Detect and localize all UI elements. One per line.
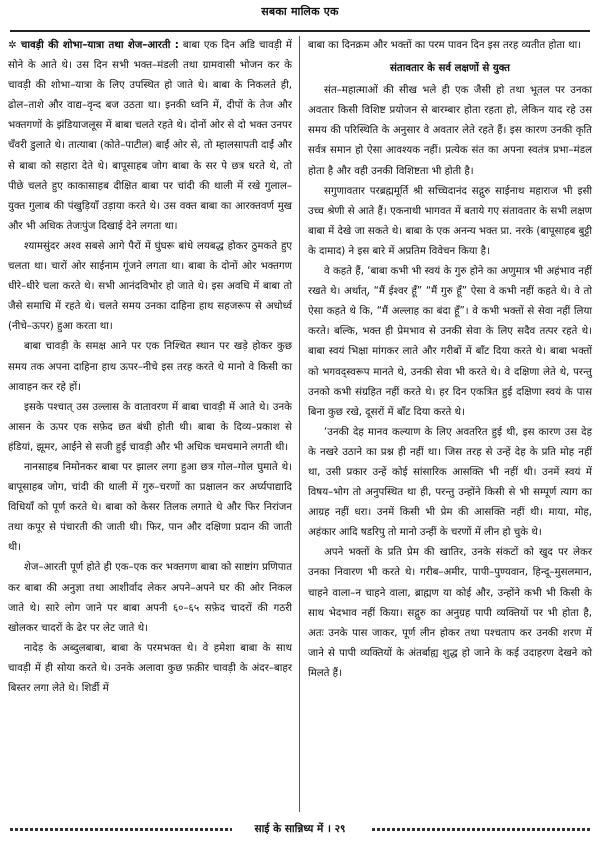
footer-page-label: साई के सान्निध्य में । २९ bbox=[254, 823, 346, 835]
right-column bbox=[308, 36, 592, 684]
paragraph: ‘उनकी देह मानव कल्याण के लिए अवतरित हुई थी, इस कारण उस देह के नखरे उठाने का प्रश्न ही नहीं था। जिस तरह से उन्हें देह के प्रति मोह नहीं था, उसी प्रकार उन्हें कोई सांसारिक आसक्ति भी नहीं थी। उनमें स्वयं में विषय–भोग तो अनुपस्थित था ही, परन्तु उन्होंने किसी से भी सम्पूर्ण त्याग का आग्रह नहीं धरा। उनमें किसी भी प्रेम की आसक्ति नहीं थी। माया, मोह, अहंकार आदि षडरिपु तो मानो उन्हीं के चरणों में लीन हो चुके थे। bbox=[308, 426, 592, 539]
paragraph: इसके पश्चात् उस उल्लास के वातावरण में बाबा चावड़ी में आते थे। उनके आसन के ऊपर एक सफ़ेद छत बंधी होती थी। बाबा के दिव्य–प्रकाश से हंडियां, झूमर, आईने से सजी हुई चावड़ी और भी अधिक चमचमाने लगती थी। bbox=[8, 401, 292, 453]
footer-ornament-right bbox=[372, 828, 590, 831]
column-divider bbox=[299, 36, 300, 812]
paragraph: नादेड़ के अब्दुलबाबा, बाबा के परमभक्त थे। वे हमेशा बाबा के साथ चावड़ी में ही सोया करते थे। उनके अलावा कुछ फ़क़ीर चावड़ी के अंदर–बाहर बिस्तर लगा लेते थे। शिर्डी में bbox=[8, 642, 292, 694]
paragraph: श्यामसुंदर अश्व सबसे आगे पैरों में घुंघरू बांधे लयबद्ध होकर ठुमकते हुए चलता था। चारों ओर साईनाम गूंजने लगता था। बाबा के दोनों ओर भक्तगण धीरे–धीरे चला करते थे। सभी आनंदविभोर हो जाते थे। इस अवधि में बाबा तो जैसे समाधि में रहते थे। चलते समय उनका दाहिना हाथ सहजरूप से अधोर्ध्व (नीचे–ऊपर) हुआ करता था। bbox=[8, 240, 292, 333]
running-header-title: सबका मालिक एक bbox=[261, 5, 339, 18]
paragraph: बाबा का दिनक्रम और भक्तों का परम पावन दिन इस तरह व्यतीत होता था। bbox=[308, 40, 582, 51]
left-column bbox=[8, 36, 292, 699]
paragraph: वे कहते हैं, ‘बाबा कभी भी स्वयं के गुरु होने का अणुमात्र भी अहंभाव नहीं रखते थे। अर्थात्, “मैं ईश्वर हूँ” “मैं गुरु हूँ” ऐसा वे कभी नहीं कहते थे। वे तो ऐसा कहते थे कि, “मैं अल्लाह का बंदा हूँ”। वे कभी भक्तों से सेवा नहीं लिया करते। बल्कि, भक्त ही प्रेमभाव से उनकी सेवा के लिए सदैव तत्पर रहते थे। बाबा स्वयं भिक्षा मांगकर लाते और गरीबों में बाँट दिया करते थे। बाबा भक्तों को भगवद्स्वरूप मानते थे, उनकी सेवा भी करते थे। वे दक्षिणा लेते थे, परन्तु उनको कभी संग्रहित नहीं करते थे। हर दिन एकत्रित हुई दक्षिणा स्वयं के पास बिना कुछ रखे, दूसरों में बाँट दिया करते थे। bbox=[308, 266, 592, 418]
section-subheading: संतावतार के सर्व लक्षणों से युक्त bbox=[390, 63, 510, 75]
paragraph: बाबा चावड़ी के समक्ष आने पर एक निश्चित स्थान पर खड़े होकर कुछ समय तक अपना दाहिना हाथ ऊपर–नीचे इस तरह करते थे मानो वे किसी का आवाहन कर रहे हों। bbox=[8, 341, 292, 393]
page-header bbox=[0, 0, 600, 24]
paragraph: नानसाहब निमोनकर बाबा पर झालर लगा हुआ छत्र गोल–गोल घुमाते थे। बापूसाहब जोग, चांदी की थाली में गुरु–चरणों का प्रक्षालन कर अर्घ्यपाद्यादि विधियाँ को पूर्ण करते थे। बाबा को केसर तिलक लगाते थे और फिर निरांजन तथा कपूर से पंचारती की जाती थी। फिर, पान और दक्षिणा प्रदान की जाती थी। bbox=[8, 461, 292, 554]
header-rule bbox=[10, 30, 590, 32]
paragraph-text: बाबा एक दिन अडि चावड़ी में सोने के आते थे। उस दिन सभी भक्त–मंडली तथा ग्रामवासी भोजन कर के चावड़ी की शोभा–यात्रा के लिए उपस्थित हो जाते थे। बाबा के निकलते ही, ढोल–ताशे और वाद्य–वृन्द बज उठता था। इनकी ध्वनि में, दीपों के तेज और भक्तगणों के झंडियाजलूस में बाबा चलते रहते थे। दोनों ओर से दो भक्त उनपर चँवरी डुलाते थे। तात्याबा (कोते–पाटील) बाईं ओर से, तो म्हालसापती दाईं और से बाबा को सहारा देते थे। बापूसाहब जोग बाबा के सर पे छत्र धरते थे, तो पीछे चलते हुए काकासाहब दीक्षित बाबा पर चांदी की थाली में रखे गुलाल–युक्त गुलाब की पंखुड़ियाँ उड़ाया करते थे। उस वक्त बाबा का आरक्तवर्ण मुख और भी अधिक तेजःपुंज दिखाई देने लगता था। bbox=[8, 40, 292, 232]
paragraph: सगुणावतार परब्रह्ममूर्ति श्री सच्चिदानंद सद्गुरु साईनाथ महाराज भी इसी उच्च श्रेणी से आते हैं। एकनाथी भागवत में बताये गए संतावतार के सभी लक्षण बाबा में देखे जा सकते थे। बाबा के एक अनन्य भक्त प्रा. नरके (बापूसाहब बुट्टी के दामाद) ने इस बारे में अप्रतिम विवेचन किया है। bbox=[308, 185, 592, 257]
page-footer bbox=[0, 816, 600, 842]
section-heading: ✲ चावड़ी की शोभा–यात्रा तथा शेज–आरती : bbox=[8, 40, 179, 51]
paragraph: संत–महात्माओं की सीख भले ही एक जैसी हो तथा भूतल पर उनका अवतार किसी विशिष्ट प्रयोजन से बारम्बार होता रहता हो, लेकिन याद रहे उस समय की परिस्थिति के अनुसार वे अवतार लेते रहते हैं। इस कारण उनकी कृति सर्वत्र समान हो ऐसा आवश्यक नहीं। प्रत्येक संत का अपना स्वतंत्र प्रभा–मंडल होता है और वही उनकी विशिष्टता भी होती है। bbox=[308, 85, 592, 177]
paragraph: अपने भक्तों के प्रति प्रेम की खातिर, उनके संकटों को खुद पर लेकर उनका निवारण भी करते थे। गरीब–अमीर, पापी–पुण्यवान, हिन्दू–मुसलमान, चाहने वाला–न चाहने वाला, ब्राह्मण या कोई और, उन्होंने कभी भी किसी के साथ भेदभाव नहीं किया। सद्गुरु का अनुग्रह पापी व्यक्तियों पर भी होता है, अतः उनके पास जाकर, पूर्ण लीन होकर तथा पश्चताप कर उनकी शरण में जाने से पापी व्यक्तियों के अंतर्बाह्य शुद्ध हो जाने के कई उदाहरण देखने को मिलते हैं। bbox=[308, 547, 592, 679]
paragraph bbox=[8, 36, 292, 237]
paragraph: शेज–आरती पूर्ण होते ही एक–एक कर भक्तगण बाबा को साष्टांग प्रणिपात कर बाबा की अनुज्ञा तथा आशीर्वाद लेकर अपने–अपने घर की ओर निकल जाते थे। सारे लोग जाने पर बाबा अपनी ६०–६५ सफ़ेद चादरों की गठरी खोलकर चादरों के ढेर पर लेट जाते थे। bbox=[8, 562, 292, 634]
